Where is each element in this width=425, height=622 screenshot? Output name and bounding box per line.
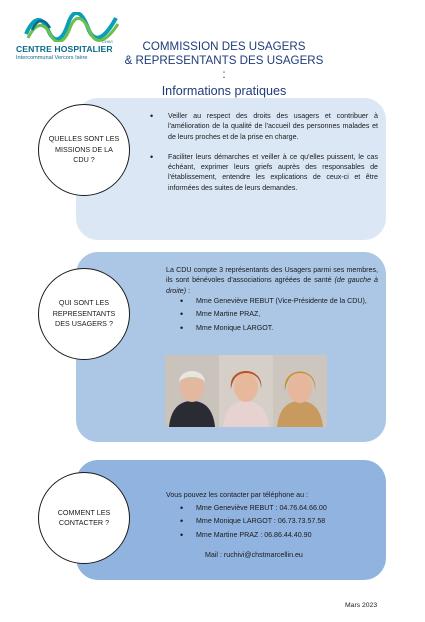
list-item: • Faciliter leurs démarches et veiller à ce qu'elles puissent, le cas échéant, exprimer leurs griefs auprès des responsables de l'établissement, entendre les explications de ceux-ci et être informées des suites de leurs demandes. [150,152,378,193]
list-item: • Mme Geneviève REBUT (Vice-Présidente de la CDU), [180,296,378,306]
intro-italic: (de gauche à droite) [166,276,378,295]
logo-small-text: CHIVI [102,39,113,44]
representatives-photo [165,355,327,427]
representatives-question: QUI SONT LES REPRESENTANTS DES USAGERS ? [52,298,116,329]
document-date: Mars 2023 [345,602,378,609]
hospital-logo [16,12,128,64]
logo-subtitle: Intercommunal Vercors Isère [16,55,88,61]
page-title [124,40,324,99]
list-item: • Mme Martine PRAZ, [180,309,378,319]
contact-question: COMMENT LES CONTACTER ? [57,507,111,527]
list-item: • Veiller au respect des droits des usagers et contribuer à l'amélioration de la qualité de l'accueil des personnes malades et de leurs proches et de la prise en charge. [150,111,378,142]
representatives-intro [166,265,378,296]
missions-question: QUELLES SONT LES MISSIONS DE LA CDU ? [48,134,120,165]
list-item: • Mme Geneviève REBUT : 04.76.64.66.00 [180,503,380,513]
contacts-list [180,503,380,543]
contact-intro: Vous pouvez les contacter par téléphone au : [166,491,308,499]
title-line-3: Informations pratiques [161,84,287,98]
missions-question-circle [38,104,130,196]
logo-wave-icon [24,12,120,42]
list-item: • Mme Martine PRAZ : 06.86.44.40.90 [180,530,380,540]
list-item: • Mme Monique LARGOT : 06.73.73.57.58 [180,516,380,526]
missions-list [150,111,378,203]
contact-question-circle [38,472,130,564]
representatives-question-circle [38,268,130,360]
list-item: • Mme Monique LARGOT. [180,323,378,333]
intro-end: : [186,286,191,295]
logo-name: CENTRE HOSPITALIER [16,44,113,54]
title-line-1: COMMISSION DES USAGERS [142,40,306,53]
contact-mail[interactable]: Mail : ruchivi@chstmarcellin.eu [205,551,303,559]
members-list [180,296,378,336]
intro-text: La CDU compte 3 représentants des Usagers parmi ses membres, ils sont bénévoles d'associations agréées de santé [166,266,378,285]
title-line-2: & REPRESENTANTS DES USAGERS : [124,54,324,81]
